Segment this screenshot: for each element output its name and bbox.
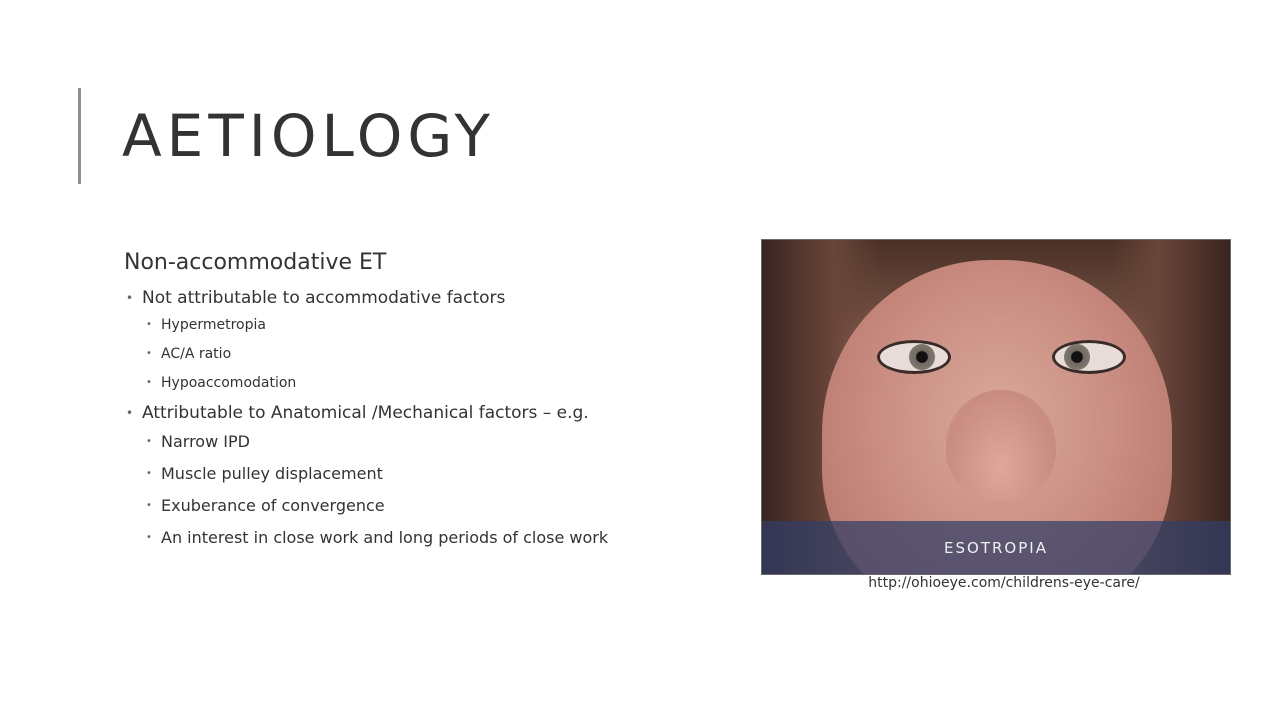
slide-content <box>124 248 724 559</box>
bullet-item: • Hypermetropia <box>124 314 724 336</box>
photo-caption-band <box>762 521 1230 574</box>
bullet-group-2-label: • Attributable to Anatomical /Mechanical factors – e.g. <box>124 401 724 425</box>
bullet-item: • Hypoaccomodation <box>124 372 724 394</box>
bullet-item: • Muscle pulley displacement <box>124 463 724 485</box>
photo-caption: ESOTROPIA <box>944 538 1048 557</box>
bullet-item: • Exuberance of convergence <box>124 495 724 517</box>
bullet-item: • AC/A ratio <box>124 343 724 365</box>
nose <box>946 390 1056 500</box>
title-accent-bar <box>78 88 81 184</box>
eye-right <box>1052 340 1126 374</box>
esotropia-photo <box>761 239 1231 575</box>
bullet-item: • Narrow IPD <box>124 431 724 453</box>
image-source-link[interactable]: http://ohioeye.com/childrens-eye-care/ <box>868 575 1140 591</box>
bullet-group-1-label: • Not attributable to accommodative factors <box>124 286 724 310</box>
bullet-item: • An interest in close work and long periods of close work <box>124 527 724 549</box>
section-heading: Non-accommodative ET <box>124 250 387 275</box>
bullet-list <box>124 286 724 549</box>
slide-title: AETIOLOGY <box>122 102 495 170</box>
eye-left <box>877 340 951 374</box>
iris-left <box>909 344 935 370</box>
iris-right <box>1064 344 1090 370</box>
